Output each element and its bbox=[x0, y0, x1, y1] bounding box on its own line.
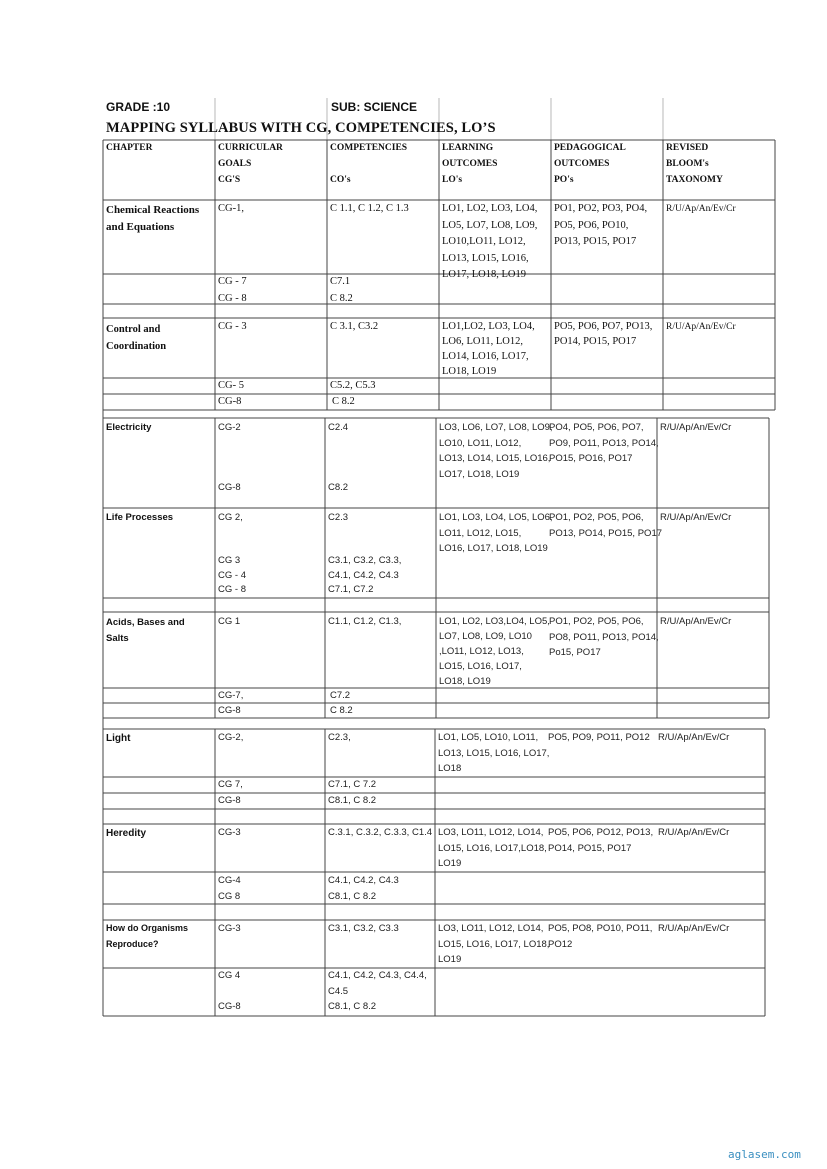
header-cg: CURRICULAR GOALS CG'S bbox=[218, 143, 283, 185]
chem-bloom: R/U/Ap/An/Ev/Cr bbox=[666, 204, 736, 214]
header-co: COMPETENCIES CO's bbox=[330, 143, 408, 185]
light-bloom: R/U/Ap/An/Ev/Cr bbox=[658, 732, 730, 743]
control-co-2: C5.2, C5.3 bbox=[330, 380, 376, 391]
life-po: PO1, PO2, PO5, PO6, PO13, PO14, PO15, PO17 bbox=[549, 512, 663, 539]
reproduce-po: PO5, PO8, PO10, PO11, PO12 bbox=[548, 923, 653, 950]
header-bloom: REVISED BLOOM's TAXONOMY bbox=[666, 143, 723, 185]
heredity-bloom: R/U/Ap/An/Ev/Cr bbox=[658, 827, 730, 838]
control-cg-2: CG- 5 bbox=[218, 380, 244, 391]
life-cg-extra: CG 3 CG - 4 CG - 8 bbox=[218, 555, 246, 595]
acids-co-3: C 8.2 bbox=[330, 705, 353, 716]
chapter-electricity: Electricity bbox=[106, 422, 152, 433]
chapter-heredity: Heredity bbox=[106, 828, 147, 839]
chem-co: C 1.1, C 1.2, C 1.3 bbox=[330, 203, 409, 214]
control-cg-3: CG-8 bbox=[218, 396, 242, 407]
chapter-organisms-reproduce: How do Organisms Reproduce? bbox=[106, 923, 189, 949]
page-title: MAPPING SYLLABUS WITH CG, COMPETENCIES, LO’S bbox=[106, 120, 496, 136]
electricity-co-2: C8.2 bbox=[328, 482, 349, 493]
chem-lo: LO1, LO2, LO3, LO4, LO5, LO7, LO8, LO9, LO10,LO11, LO12, LO13, LO15, LO16, LO17, LO18, LO19 bbox=[442, 203, 538, 280]
chapter-life-processes: Life Processes bbox=[106, 512, 174, 523]
reproduce-bloom: R/U/Ap/An/Ev/Cr bbox=[658, 923, 730, 934]
heredity-co-extra: C4.1, C4.2, C4.3 C8.1, C 8.2 bbox=[328, 875, 399, 902]
chem-cg: CG-1, bbox=[218, 203, 244, 214]
life-co-extra: C3.1, C3.2, C3.3, C4.1, C4.2, C4.3 C7.1, C7.2 bbox=[328, 555, 402, 595]
light-co: C2.3, bbox=[328, 732, 351, 743]
heredity-po: PO5, PO6, PO12, PO13, PO14, PO15, PO17 bbox=[548, 827, 654, 854]
chapter-acids-bases-salts: Acids, Bases and Salts bbox=[106, 617, 185, 644]
light-cg-2: CG 7, bbox=[218, 779, 243, 790]
control-bloom: R/U/Ap/An/Ev/Cr bbox=[666, 322, 736, 332]
chapter-control-coordination: Control and Coordination bbox=[106, 324, 167, 352]
acids-co-2: C7.2 bbox=[330, 690, 351, 701]
life-bloom: R/U/Ap/An/Ev/Cr bbox=[660, 512, 732, 523]
electricity-lo: LO3, LO6, LO7, LO8, LO9, LO10, LO11, LO12, LO13, LO14, LO15, LO16, LO17, LO18, LO19 bbox=[439, 422, 553, 480]
chem-po: PO1, PO2, PO3, PO4, PO5, PO6, PO10, PO13, PO15, PO17 bbox=[554, 203, 648, 247]
reproduce-co: C3.1, C3.2, C3.3 bbox=[328, 923, 399, 934]
electricity-co: C2.4 bbox=[328, 422, 349, 433]
light-lo: LO1, LO5, LO10, LO11, LO13, LO15, LO16, LO17, LO18 bbox=[438, 732, 550, 774]
control-po: PO5, PO6, PO7, PO13, PO14, PO15, PO17 bbox=[554, 321, 653, 347]
electricity-bloom: R/U/Ap/An/Ev/Cr bbox=[660, 422, 732, 433]
reproduce-cg: CG-3 bbox=[218, 923, 241, 934]
reproduce-cg-2: CG 4 bbox=[218, 970, 241, 981]
electricity-cg: CG-2 bbox=[218, 422, 241, 433]
acids-cg: CG 1 bbox=[218, 616, 241, 627]
life-cg: CG 2, bbox=[218, 512, 243, 523]
acids-bloom: R/U/Ap/An/Ev/Cr bbox=[660, 616, 732, 627]
control-co-3: C 8.2 bbox=[332, 396, 355, 407]
reproduce-cg-3: CG-8 bbox=[218, 1001, 241, 1012]
light-co-3: C8.1, C 8.2 bbox=[328, 795, 377, 806]
acids-co: C1.1, C1.2, C1.3, bbox=[328, 616, 402, 627]
control-co: C 3.1, C3.2 bbox=[330, 321, 379, 332]
chem-co-extra: C7.1 C 8.2 bbox=[330, 276, 353, 304]
watermark: aglasem.com bbox=[728, 1148, 801, 1161]
reproduce-lo: LO3, LO11, LO12, LO14, LO15, LO16, LO17, LO18, LO19 bbox=[438, 923, 550, 965]
header-lo: LEARNING OUTCOMES LO's bbox=[442, 143, 498, 185]
life-co: C2.3 bbox=[328, 512, 349, 523]
chapter-chemical-reactions: Chemical Reactions and Equations bbox=[106, 204, 200, 233]
life-lo: LO1, LO3, LO4, LO5, LO6, LO11, LO12, LO15, LO16, LO17, LO18, LO19 bbox=[439, 512, 553, 554]
grade-label: GRADE :10 bbox=[106, 100, 171, 114]
control-lo: LO1,LO2, LO3, LO4, LO6, LO11, LO12, LO14, LO16, LO17, LO18, LO19 bbox=[442, 321, 535, 377]
light-co-2: C7.1, C 7.2 bbox=[328, 779, 377, 790]
light-po: PO5, PO9, PO11, PO12 bbox=[548, 732, 650, 743]
heredity-lo: LO3, LO11, LO12, LO14, LO15, LO16, LO17,LO18, LO19 bbox=[438, 827, 547, 869]
electricity-cg-2: CG-8 bbox=[218, 482, 241, 493]
heredity-cg: CG-3 bbox=[218, 827, 241, 838]
acids-lo: LO1, LO2, LO3,LO4, LO5, LO7, LO8, LO9, LO10 ,LO11, LO12, LO13, LO15, LO16, LO17, LO18, LO19 bbox=[439, 616, 550, 687]
reproduce-co-3: C8.1, C 8.2 bbox=[328, 1001, 377, 1012]
chem-cg-extra: CG - 7 CG - 8 bbox=[218, 276, 247, 304]
acids-cg-3: CG-8 bbox=[218, 705, 241, 716]
acids-po: PO1, PO2, PO5, PO6, PO8, PO11, PO13, PO14, Po15, PO17 bbox=[549, 616, 659, 658]
light-cg: CG-2, bbox=[218, 732, 244, 743]
header-chapter: CHAPTER bbox=[106, 143, 153, 153]
acids-cg-2: CG-7, bbox=[218, 690, 244, 701]
subject-label: SUB: SCIENCE bbox=[331, 100, 418, 114]
header-po: PEDAGOGICAL OUTCOMES PO's bbox=[554, 143, 626, 185]
heredity-cg-extra: CG-4 CG 8 bbox=[218, 875, 241, 902]
heredity-co: C.3.1, C.3.2, C.3.3, C1.4 bbox=[328, 827, 433, 838]
control-cg: CG - 3 bbox=[218, 321, 247, 332]
light-cg-3: CG-8 bbox=[218, 795, 241, 806]
reproduce-co-2: C4.1, C4.2, C4.3, C4.4, C4.5 bbox=[328, 970, 427, 997]
chapter-light: Light bbox=[106, 733, 131, 744]
electricity-po: PO4, PO5, PO6, PO7, PO9, PO11, PO13, PO14, PO15, PO16, PO17 bbox=[549, 422, 659, 464]
